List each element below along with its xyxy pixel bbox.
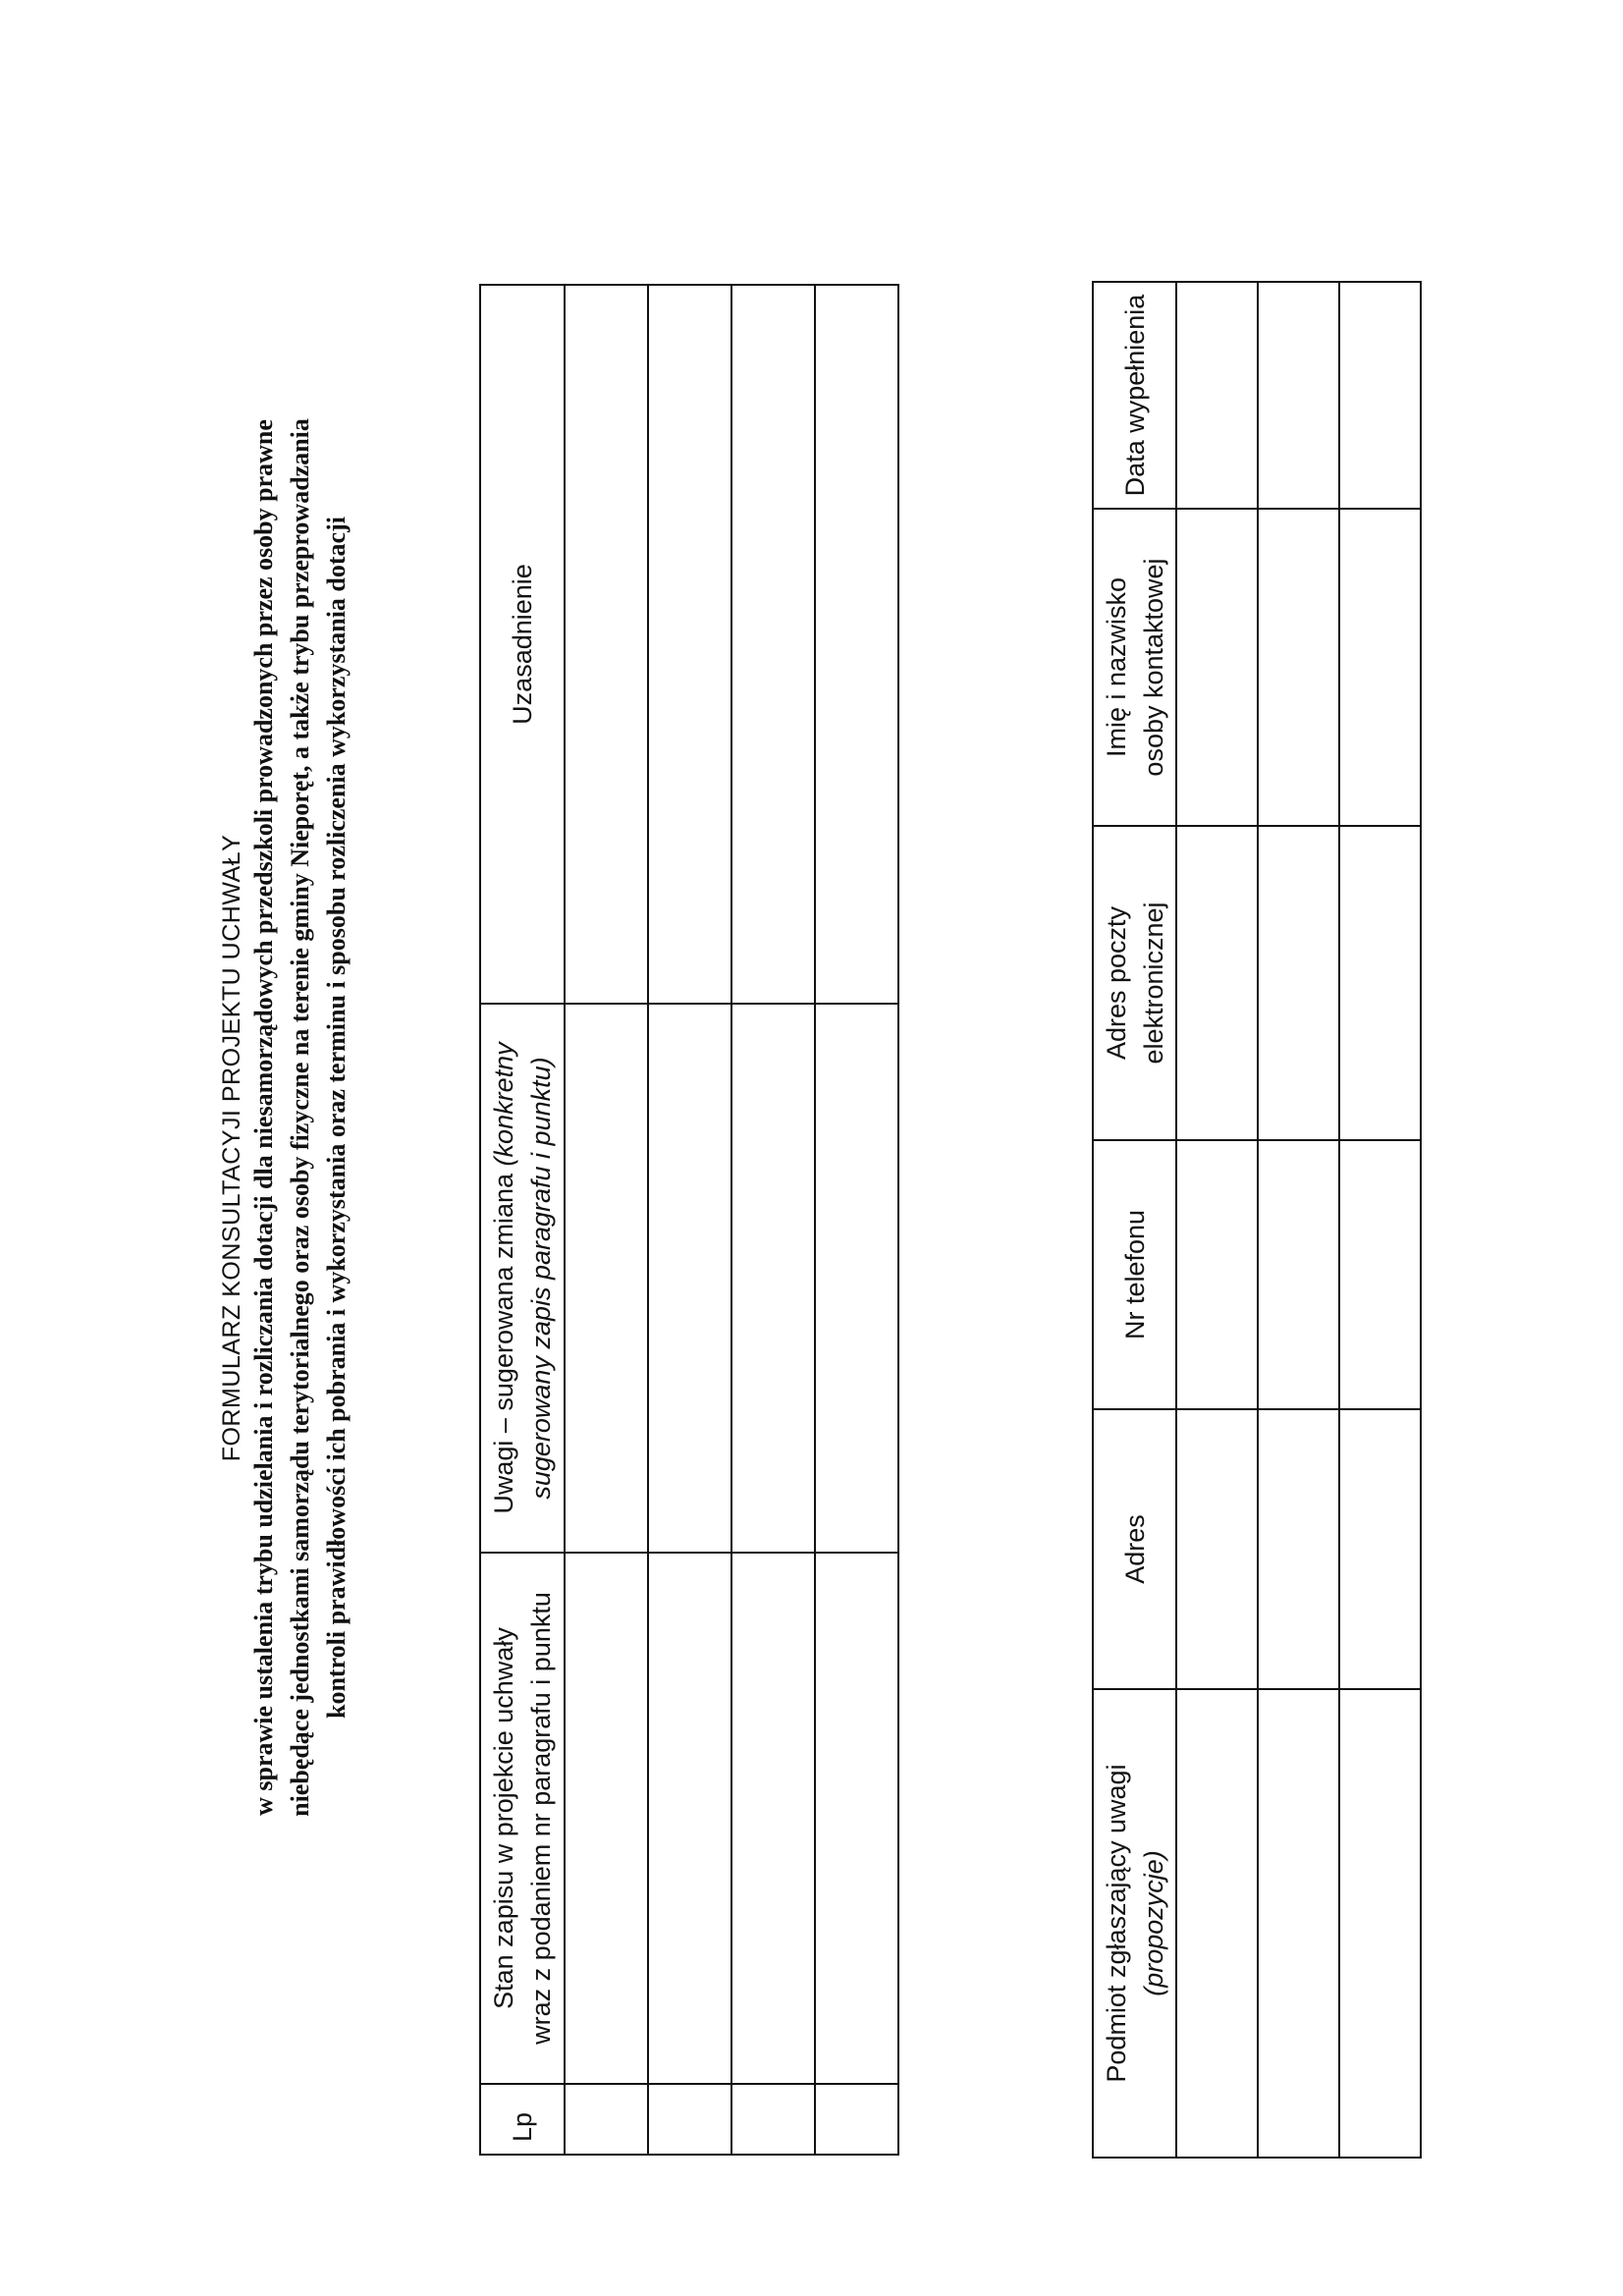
cell-uwagi[interactable] bbox=[731, 1004, 815, 1553]
table-row bbox=[1176, 282, 1258, 2158]
cell-stan-zapisu[interactable] bbox=[648, 1553, 731, 2084]
cell-osoba-kontaktowa[interactable] bbox=[1339, 509, 1421, 826]
cell-telefon[interactable] bbox=[1258, 1140, 1339, 1409]
form-title: FORMULARZ KONSULTACYJI PROJEKTU UCHWAŁY bbox=[218, 834, 245, 1462]
column-header-uwagi bbox=[480, 1004, 565, 1553]
cell-uzasadnienie[interactable] bbox=[565, 285, 648, 1004]
table-row bbox=[648, 285, 731, 2155]
cell-data[interactable] bbox=[1258, 282, 1339, 509]
column-header-telefon: Nr telefonu bbox=[1093, 1140, 1176, 1409]
header-text: Stan zapisu w projekcie uchwały bbox=[489, 1627, 518, 2009]
header-text-italic: (propozycje) bbox=[1138, 1850, 1168, 1996]
column-header-lp: Lp bbox=[480, 2084, 565, 2155]
cell-uwagi[interactable] bbox=[648, 1004, 731, 1553]
cell-lp[interactable] bbox=[648, 2084, 731, 2155]
cell-podmiot[interactable] bbox=[1176, 1689, 1258, 2158]
column-header-data: Data wypełnienia bbox=[1093, 282, 1176, 509]
cell-podmiot[interactable] bbox=[1339, 1689, 1421, 2158]
cell-osoba-kontaktowa[interactable] bbox=[1176, 509, 1258, 826]
header-text-italic: (konkretny sugerowany zapis paragrafu i punktu) bbox=[489, 1042, 556, 1500]
cell-lp[interactable] bbox=[565, 2084, 648, 2155]
table-row bbox=[815, 285, 898, 2155]
cell-telefon[interactable] bbox=[1176, 1140, 1258, 1409]
column-header-stan-zapisu bbox=[480, 1553, 565, 2084]
subtitle-line: niebędące jednostkami samorządu terytorialnego oraz osoby fizyczne na terenie gminy Nieporęt, a także trybu przeprowadzania bbox=[286, 418, 314, 1817]
cell-lp[interactable] bbox=[815, 2084, 898, 2155]
cell-stan-zapisu[interactable] bbox=[815, 1553, 898, 2084]
remarks-header-row bbox=[480, 285, 565, 2155]
cell-data[interactable] bbox=[1176, 282, 1258, 509]
cell-osoba-kontaktowa[interactable] bbox=[1258, 509, 1339, 826]
cell-stan-zapisu[interactable] bbox=[565, 1553, 648, 2084]
cell-uwagi[interactable] bbox=[815, 1004, 898, 1553]
cell-data[interactable] bbox=[1339, 282, 1421, 509]
cell-adres[interactable] bbox=[1258, 1409, 1339, 1689]
cell-lp[interactable] bbox=[731, 2084, 815, 2155]
table-row bbox=[1339, 282, 1421, 2158]
table-row bbox=[731, 285, 815, 2155]
column-header-uzasadnienie: Uzasadnienie bbox=[480, 285, 565, 1004]
table-row bbox=[565, 285, 648, 2155]
column-header-podmiot bbox=[1093, 1689, 1176, 2158]
cell-adres[interactable] bbox=[1339, 1409, 1421, 1689]
header-text: Uwagi – sugerowana zmiana bbox=[489, 1166, 518, 1514]
cell-email[interactable] bbox=[1339, 826, 1421, 1140]
remarks-table bbox=[479, 284, 899, 2156]
header-text: osoby kontaktowej bbox=[1138, 558, 1168, 777]
cell-podmiot[interactable] bbox=[1258, 1689, 1339, 2158]
cell-telefon[interactable] bbox=[1339, 1140, 1421, 1409]
header-text: Adres poczty bbox=[1101, 905, 1131, 1061]
column-header-osoba-kontaktowa bbox=[1093, 509, 1176, 826]
form-subtitle bbox=[245, 253, 354, 1982]
submitter-table bbox=[1092, 281, 1422, 2159]
submitter-header-row bbox=[1093, 282, 1176, 2158]
column-header-email bbox=[1093, 826, 1176, 1140]
cell-adres[interactable] bbox=[1176, 1409, 1258, 1689]
cell-uwagi[interactable] bbox=[565, 1004, 648, 1553]
cell-email[interactable] bbox=[1258, 826, 1339, 1140]
header-text: elektronicznej bbox=[1138, 902, 1168, 1065]
column-header-adres: Adres bbox=[1093, 1409, 1176, 1689]
cell-stan-zapisu[interactable] bbox=[731, 1553, 815, 2084]
header-text: Podmiot zgłaszający uwagi bbox=[1101, 1764, 1131, 2083]
subtitle-line: w sprawie ustalenia trybu udzielania i rozliczania dotacji dla niesamorządowych przedszkoli prowadzonych przez osoby prawne bbox=[249, 419, 278, 1816]
header-text: Imię i nazwisko bbox=[1101, 576, 1131, 758]
cell-uzasadnienie[interactable] bbox=[731, 285, 815, 1004]
cell-uzasadnienie[interactable] bbox=[648, 285, 731, 1004]
subtitle-line: kontroli prawidłowości ich pobrania i wykorzystania oraz terminu i sposobu rozliczenia wykorzystania dotacji bbox=[322, 517, 351, 1719]
cell-email[interactable] bbox=[1176, 826, 1258, 1140]
cell-uzasadnienie[interactable] bbox=[815, 285, 898, 1004]
header-text: wraz z podaniem nr paragrafu i punktu bbox=[526, 1592, 556, 2045]
table-row bbox=[1258, 282, 1339, 2158]
